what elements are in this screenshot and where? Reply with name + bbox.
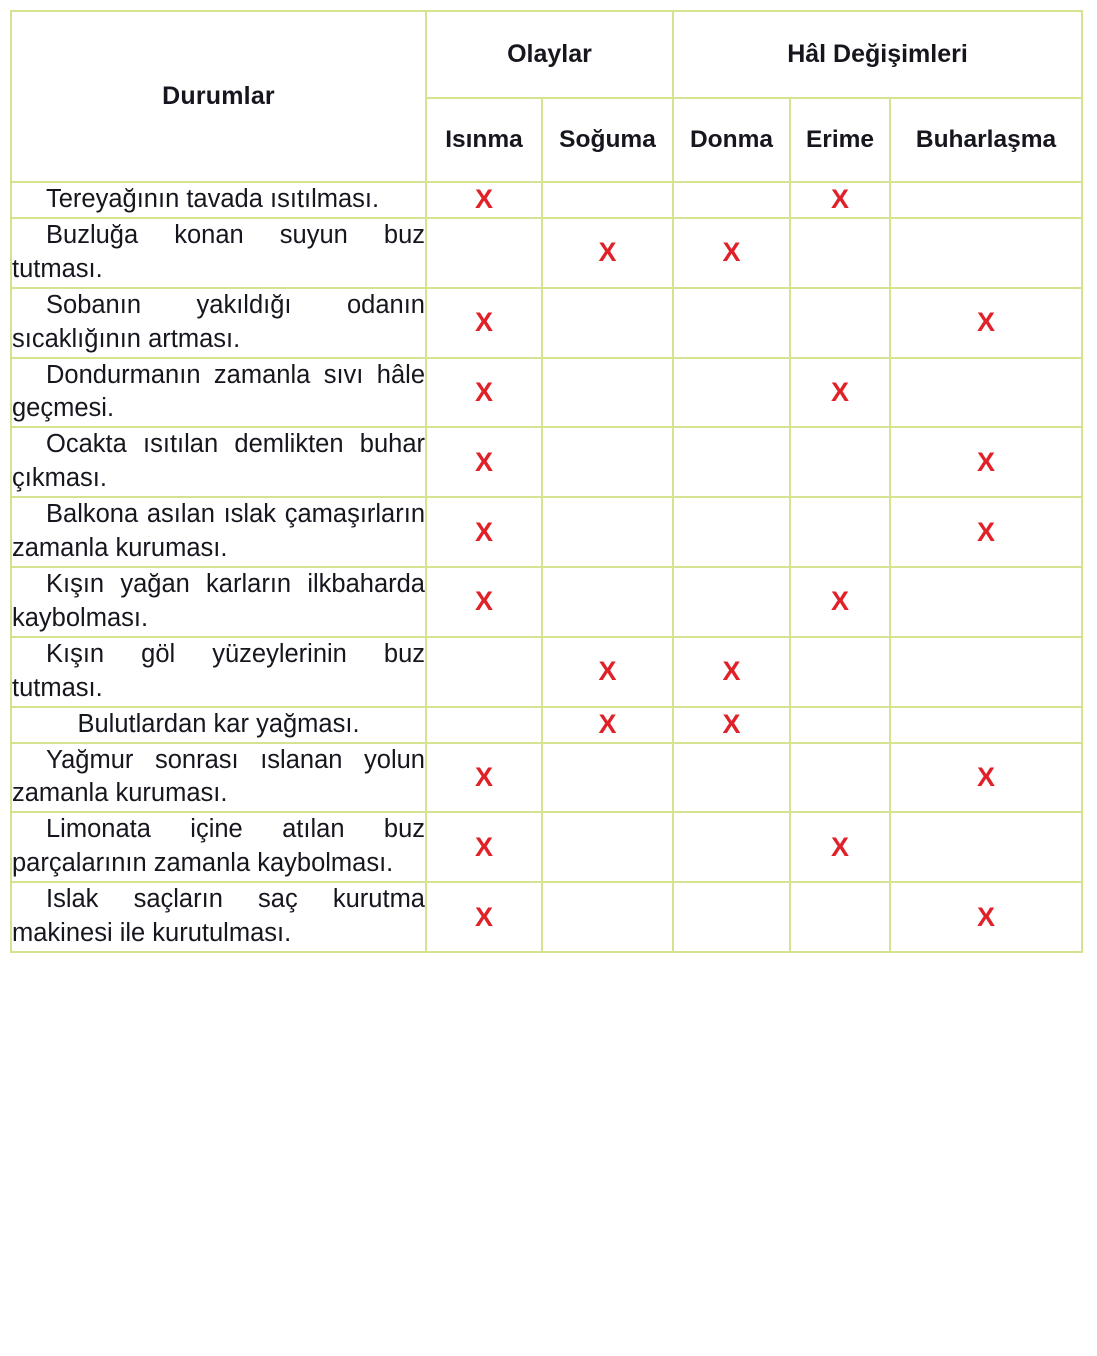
mark-cell-isinma[interactable] (426, 567, 542, 637)
mark-cell-isinma[interactable] (426, 637, 542, 707)
mark-cell-soguma[interactable] (542, 812, 673, 882)
group-header-olaylar: Olaylar (426, 11, 673, 98)
mark-cell-isinma[interactable] (426, 882, 542, 952)
mark-cell-soguma[interactable] (542, 182, 673, 218)
column-header-erime: Erime (790, 98, 890, 182)
mark-cell-donma[interactable] (673, 358, 790, 428)
mark-cell-donma[interactable] (673, 567, 790, 637)
situation-cell (11, 497, 426, 567)
mark-cell-erime[interactable] (790, 637, 890, 707)
x-mark-icon: X (474, 376, 493, 407)
situation-text: Sobanın yakıldığı odanın sıcaklığının artması. (12, 290, 425, 353)
x-mark-icon: X (474, 307, 493, 338)
mark-cell-isinma[interactable] (426, 497, 542, 567)
mark-cell-soguma[interactable] (542, 218, 673, 288)
table-row (11, 567, 1082, 637)
x-mark-icon: X (598, 656, 617, 687)
table-row (11, 427, 1082, 497)
mark-cell-erime[interactable] (790, 743, 890, 813)
mark-cell-erime[interactable] (790, 288, 890, 358)
mark-cell-erime[interactable] (790, 497, 890, 567)
table-row (11, 882, 1082, 952)
column-header-durumlar: Durumlar (11, 11, 426, 182)
mark-cell-donma[interactable] (673, 882, 790, 952)
mark-cell-buharlasma[interactable] (890, 288, 1082, 358)
situation-cell (11, 637, 426, 707)
mark-cell-donma[interactable] (673, 427, 790, 497)
mark-cell-donma[interactable] (673, 637, 790, 707)
mark-cell-isinma[interactable] (426, 707, 542, 743)
mark-cell-buharlasma[interactable] (890, 497, 1082, 567)
situations-events-matrix-table (10, 10, 1083, 953)
mark-cell-erime[interactable] (790, 427, 890, 497)
mark-cell-soguma[interactable] (542, 743, 673, 813)
mark-cell-buharlasma[interactable] (890, 358, 1082, 428)
situation-cell (11, 358, 426, 428)
mark-cell-soguma[interactable] (542, 637, 673, 707)
table-row (11, 637, 1082, 707)
mark-cell-donma[interactable] (673, 182, 790, 218)
x-mark-icon: X (598, 237, 617, 268)
x-mark-icon: X (474, 516, 493, 547)
mark-cell-isinma[interactable] (426, 358, 542, 428)
mark-cell-donma[interactable] (673, 497, 790, 567)
situation-cell (11, 288, 426, 358)
situation-cell (11, 182, 426, 218)
situation-text: Kışın yağan karların ilkbaharda kaybolması. (12, 569, 425, 632)
mark-cell-donma[interactable] (673, 288, 790, 358)
mark-cell-donma[interactable] (673, 743, 790, 813)
mark-cell-buharlasma[interactable] (890, 707, 1082, 743)
table-row (11, 743, 1082, 813)
column-header-donma: Donma (673, 98, 790, 182)
mark-cell-donma[interactable] (673, 812, 790, 882)
x-mark-icon: X (830, 831, 849, 862)
mark-cell-isinma[interactable] (426, 743, 542, 813)
group-header-hal-degisimleri: Hâl Değişimleri (673, 11, 1082, 98)
column-header-buharlasma: Buharlaşma (890, 98, 1082, 182)
mark-cell-donma[interactable] (673, 707, 790, 743)
mark-cell-soguma[interactable] (542, 707, 673, 743)
x-mark-icon: X (977, 761, 996, 792)
mark-cell-isinma[interactable] (426, 182, 542, 218)
x-mark-icon: X (598, 709, 617, 740)
mark-cell-buharlasma[interactable] (890, 427, 1082, 497)
situation-cell (11, 882, 426, 952)
mark-cell-buharlasma[interactable] (890, 218, 1082, 288)
situation-text: Islak saçların saç kurutma makinesi ile kurutulması. (12, 885, 425, 948)
table-row (11, 182, 1082, 218)
x-mark-icon: X (977, 446, 996, 477)
mark-cell-donma[interactable] (673, 218, 790, 288)
situation-cell (11, 567, 426, 637)
mark-cell-erime[interactable] (790, 882, 890, 952)
mark-cell-erime[interactable] (790, 707, 890, 743)
table-body (11, 182, 1082, 952)
mark-cell-buharlasma[interactable] (890, 743, 1082, 813)
situation-cell (11, 812, 426, 882)
mark-cell-buharlasma[interactable] (890, 637, 1082, 707)
situation-cell (11, 707, 426, 743)
table-row (11, 812, 1082, 882)
mark-cell-isinma[interactable] (426, 218, 542, 288)
x-mark-icon: X (977, 307, 996, 338)
x-mark-icon: X (830, 376, 849, 407)
mark-cell-soguma[interactable] (542, 497, 673, 567)
mark-cell-erime[interactable] (790, 182, 890, 218)
mark-cell-isinma[interactable] (426, 812, 542, 882)
mark-cell-erime[interactable] (790, 812, 890, 882)
mark-cell-buharlasma[interactable] (890, 812, 1082, 882)
mark-cell-isinma[interactable] (426, 288, 542, 358)
situation-text: Bulutlardan kar yağması. (77, 709, 360, 738)
x-mark-icon: X (830, 184, 849, 215)
x-mark-icon: X (977, 901, 996, 932)
mark-cell-soguma[interactable] (542, 882, 673, 952)
mark-cell-erime[interactable] (790, 218, 890, 288)
x-mark-icon: X (722, 656, 741, 687)
x-mark-icon: X (722, 709, 741, 740)
table-header (11, 11, 1082, 182)
mark-cell-soguma[interactable] (542, 358, 673, 428)
table-row (11, 218, 1082, 288)
x-mark-icon: X (474, 761, 493, 792)
mark-cell-soguma[interactable] (542, 427, 673, 497)
x-mark-icon: X (474, 831, 493, 862)
column-header-soguma: Soğuma (542, 98, 673, 182)
mark-cell-buharlasma[interactable] (890, 567, 1082, 637)
situation-cell (11, 218, 426, 288)
situation-text: Dondurmanın zamanla sıvı hâle geçmesi. (12, 360, 425, 423)
mark-cell-erime[interactable] (790, 567, 890, 637)
mark-cell-erime[interactable] (790, 358, 890, 428)
situation-text: Yağmur sonrası ıslanan yolun zamanla kuruması. (12, 745, 425, 808)
mark-cell-isinma[interactable] (426, 427, 542, 497)
situation-text: Balkona asılan ıslak çamaşırların zamanla kuruması. (12, 500, 425, 563)
mark-cell-buharlasma[interactable] (890, 182, 1082, 218)
column-header-isinma: Isınma (426, 98, 542, 182)
mark-cell-buharlasma[interactable] (890, 882, 1082, 952)
x-mark-icon: X (977, 516, 996, 547)
table-row (11, 288, 1082, 358)
situation-cell (11, 743, 426, 813)
mark-cell-soguma[interactable] (542, 567, 673, 637)
mark-cell-soguma[interactable] (542, 288, 673, 358)
situation-text: Tereyağının tavada ısıtılması. (46, 185, 380, 213)
table-row (11, 358, 1082, 428)
situation-cell (11, 427, 426, 497)
x-mark-icon: X (474, 901, 493, 932)
situation-text: Kışın göl yüzeylerinin buz tutması. (12, 639, 425, 702)
situation-text: Limonata içine atılan buz parçalarının zamanla kaybolması. (12, 815, 425, 878)
x-mark-icon: X (830, 586, 849, 617)
situation-text: Ocakta ısıtılan demlikten buhar çıkması. (12, 430, 425, 493)
x-mark-icon: X (474, 446, 493, 477)
header-group-row (11, 11, 1082, 98)
table-row (11, 707, 1082, 743)
x-mark-icon: X (474, 184, 493, 215)
table-row (11, 497, 1082, 567)
situation-text: Buzluğa konan suyun buz tutması. (12, 220, 425, 283)
x-mark-icon: X (474, 586, 493, 617)
x-mark-icon: X (722, 237, 741, 268)
